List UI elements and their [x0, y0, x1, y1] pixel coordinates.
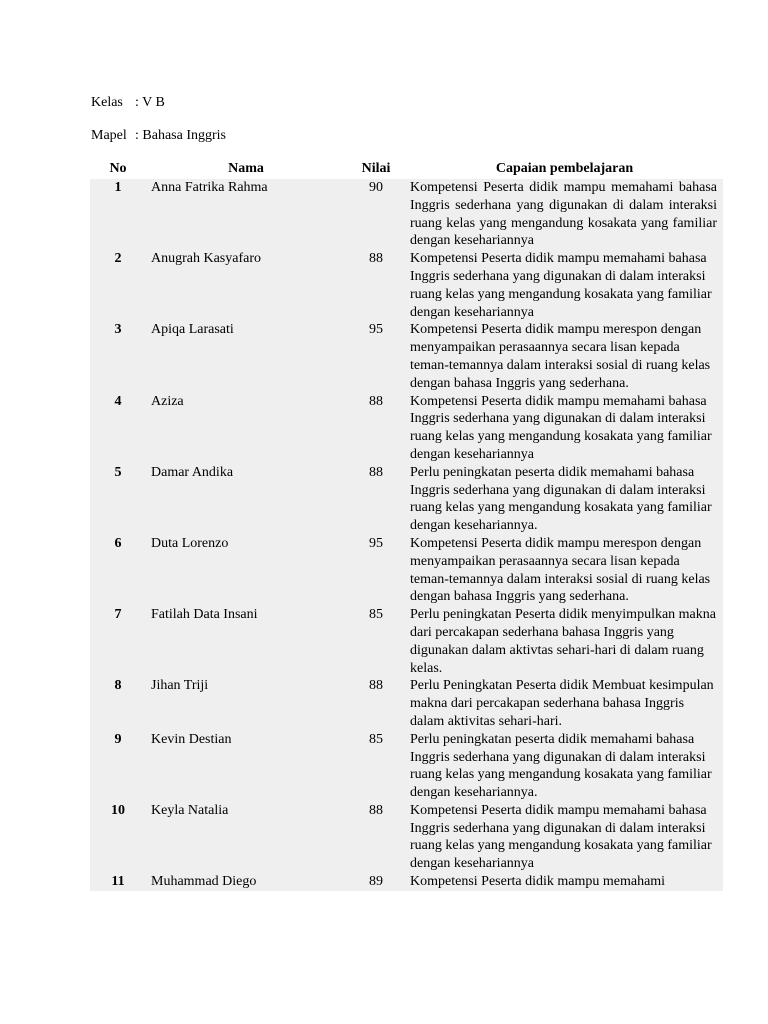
grade-value: 95: [346, 321, 406, 392]
student-name: Jihan Triji: [146, 677, 346, 730]
achievement-text: Kompetensi Peserta didik mampu memahami bahasa Inggris sederhana yang digunakan di dalam interaksi ruang kelas yang mengandung kosakata yang familiar dengan kesehariannya: [406, 802, 723, 873]
mapel-label: Mapel: [91, 128, 127, 143]
achievement-text: Kompetensi Peserta didik mampu merespon dengan menyampaikan perasaannya secara lisan kepada teman-temannya dalam interaksi sosial di ruang kelas dengan bahasa Inggris yang sederhana.: [406, 535, 723, 606]
kelas-line: [91, 94, 165, 112]
student-name: Anna Fatrika Rahma: [146, 179, 346, 250]
row-number: 10: [90, 802, 146, 873]
row-number: 1: [90, 179, 146, 250]
student-name: Kevin Destian: [146, 731, 346, 802]
table-row: [90, 802, 723, 873]
column-header-nama: Nama: [228, 161, 264, 177]
row-number: 7: [90, 606, 146, 677]
achievement-text: Kompetensi Peserta didik mampu memahami bahasa Inggris sederhana yang digunakan di dalam interaksi ruang kelas yang mengandung kosakata yang familiar dengan kesehariannya: [406, 250, 723, 321]
achievement-text: Perlu peningkatan Peserta didik menyimpulkan makna dari percakapan sederhana bahasa Inggris yang digunakan dalam aktivtas sehari-hari di dalam ruang kelas.: [406, 606, 723, 677]
row-number: 11: [90, 873, 146, 891]
grade-value: 95: [346, 535, 406, 606]
achievement-text: Perlu peningkatan peserta didik memahami bahasa Inggris sederhana yang digunakan di dalam interaksi ruang kelas yang mengandung kosakata yang familiar dengan kesehariannya.: [406, 731, 723, 802]
achievement-text: Kompetensi Peserta didik mampu memahami bahasa Inggris sederhana yang digunakan di dalam interaksi ruang kelas yang mengandung kosakata yang familiar dengan kesehariannya: [406, 179, 723, 250]
mapel-line: [91, 127, 226, 145]
table-row: [90, 677, 723, 730]
table-row: [90, 731, 723, 802]
student-name: Keyla Natalia: [146, 802, 346, 873]
table-row: [90, 535, 723, 606]
achievement-text: Kompetensi Peserta didik mampu merespon dengan menyampaikan perasaannya secara lisan kepada teman-temannya dalam interaksi sosial di ruang kelas dengan bahasa Inggris yang sederhana.: [406, 321, 723, 392]
column-header-capaian: Capaian pembelajaran: [495, 161, 634, 177]
table-body: [90, 179, 723, 891]
row-number: 9: [90, 731, 146, 802]
kelas-label: Kelas: [91, 95, 123, 110]
row-number: 6: [90, 535, 146, 606]
row-number: 4: [90, 393, 146, 464]
table-row: [90, 321, 723, 392]
achievement-text: Kompetensi Peserta didik mampu memahami: [406, 873, 723, 891]
grade-value: 88: [346, 677, 406, 730]
grade-value: 90: [346, 179, 406, 250]
table-row: [90, 464, 723, 535]
student-name: Anugrah Kasyafaro: [146, 250, 346, 321]
table-row: [90, 179, 723, 250]
table-row: [90, 606, 723, 677]
table-row: [90, 393, 723, 464]
grade-value: 89: [346, 873, 406, 891]
column-header-nilai: Nilai: [361, 161, 391, 177]
table-header-row: [90, 159, 723, 179]
grade-value: 88: [346, 250, 406, 321]
kelas-value: : V B: [135, 95, 165, 110]
mapel-value: : Bahasa Inggris: [135, 128, 226, 143]
achievement-text: Perlu peningkatan peserta didik memahami bahasa Inggris sederhana yang digunakan di dalam interaksi ruang kelas yang mengandung kosakata yang familiar dengan kesehariannya.: [406, 464, 723, 535]
grade-value: 88: [346, 393, 406, 464]
achievement-text: Kompetensi Peserta didik mampu memahami bahasa Inggris sederhana yang digunakan di dalam interaksi ruang kelas yang mengandung kosakata yang familiar dengan kesehariannya: [406, 393, 723, 464]
student-name: Aziza: [146, 393, 346, 464]
table-row: [90, 250, 723, 321]
column-header-no: No: [109, 161, 127, 177]
grade-value: 88: [346, 464, 406, 535]
student-name: Muhammad Diego: [146, 873, 346, 891]
student-name: Duta Lorenzo: [146, 535, 346, 606]
row-number: 8: [90, 677, 146, 730]
student-name: Apiqa Larasati: [146, 321, 346, 392]
row-number: 2: [90, 250, 146, 321]
student-name: Damar Andika: [146, 464, 346, 535]
achievement-text: Perlu Peningkatan Peserta didik Membuat kesimpulan makna dari percakapan sederhana bahasa Inggris dalam aktivitas sehari-hari.: [406, 677, 723, 730]
table-row: [90, 873, 723, 891]
grade-value: 85: [346, 606, 406, 677]
student-name: Fatilah Data Insani: [146, 606, 346, 677]
grade-value: 88: [346, 802, 406, 873]
row-number: 5: [90, 464, 146, 535]
row-number: 3: [90, 321, 146, 392]
grades-table: [90, 159, 723, 891]
grade-value: 85: [346, 731, 406, 802]
